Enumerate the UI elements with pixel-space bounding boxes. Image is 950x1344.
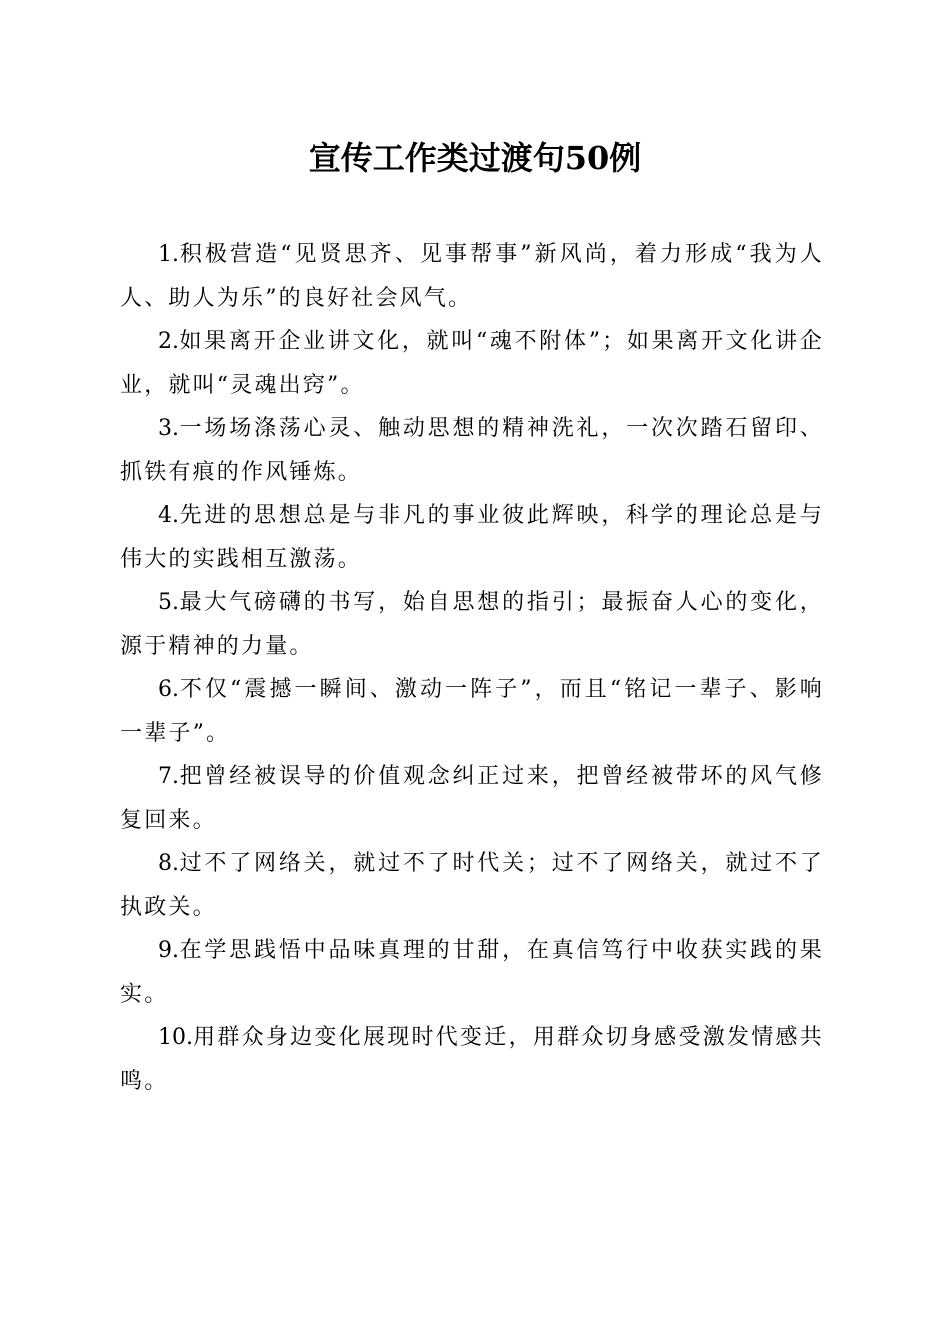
item-number: 4. — [158, 503, 179, 528]
item-text: 在学思践悟中品味真理的甘甜，在真信笃行中收获实践的果实。 — [120, 938, 824, 1007]
list-item — [120, 842, 824, 929]
list-item — [120, 494, 824, 581]
item-text: 把曾经被误导的价值观念纠正过来，把曾经被带坏的风气修复回来。 — [120, 764, 824, 833]
item-number: 10. — [158, 1025, 193, 1050]
list-item — [120, 668, 824, 755]
item-number: 8. — [158, 851, 179, 876]
item-number: 3. — [158, 416, 179, 441]
list-item — [120, 755, 824, 842]
list-item — [120, 320, 824, 407]
list-item — [120, 407, 824, 494]
item-text: 一场场涤荡心灵、触动思想的精神洗礼，一次次踏石留印、抓铁有痕的作风锤炼。 — [120, 416, 824, 485]
item-number: 1. — [158, 242, 179, 267]
item-number: 6. — [158, 677, 179, 702]
document-body — [120, 233, 824, 1103]
list-item — [120, 1016, 824, 1103]
item-number: 9. — [158, 938, 179, 963]
list-item — [120, 929, 824, 1016]
item-text: 先进的思想总是与非凡的事业彼此辉映，科学的理论总是与伟大的实践相互激荡。 — [120, 503, 824, 572]
list-item — [120, 581, 824, 668]
item-number: 2. — [158, 329, 179, 354]
document-title: 宣传工作类过渡句50例 — [308, 139, 642, 177]
item-text: 最大气磅礴的书写，始自思想的指引；最振奋人心的变化，源于精神的力量。 — [120, 590, 824, 659]
item-number: 5. — [158, 590, 179, 615]
item-text: 如果离开企业讲文化，就叫“魂不附体”；如果离开文化讲企业，就叫“灵魂出窍”。 — [120, 329, 824, 398]
item-text: 过不了网络关，就过不了时代关；过不了网络关，就过不了执政关。 — [120, 851, 824, 920]
item-text: 不仅“震撼一瞬间、激动一阵子”，而且“铭记一辈子、影响一辈子”。 — [120, 677, 824, 746]
item-text: 积极营造“见贤思齐、见事帮事”新风尚，着力形成“我为人人、助人为乐”的良好社会风气。 — [120, 242, 824, 311]
item-text: 用群众身边变化展现时代变迁，用群众切身感受激发情感共鸣。 — [120, 1025, 824, 1094]
item-number: 7. — [158, 764, 179, 789]
list-item — [120, 233, 824, 320]
